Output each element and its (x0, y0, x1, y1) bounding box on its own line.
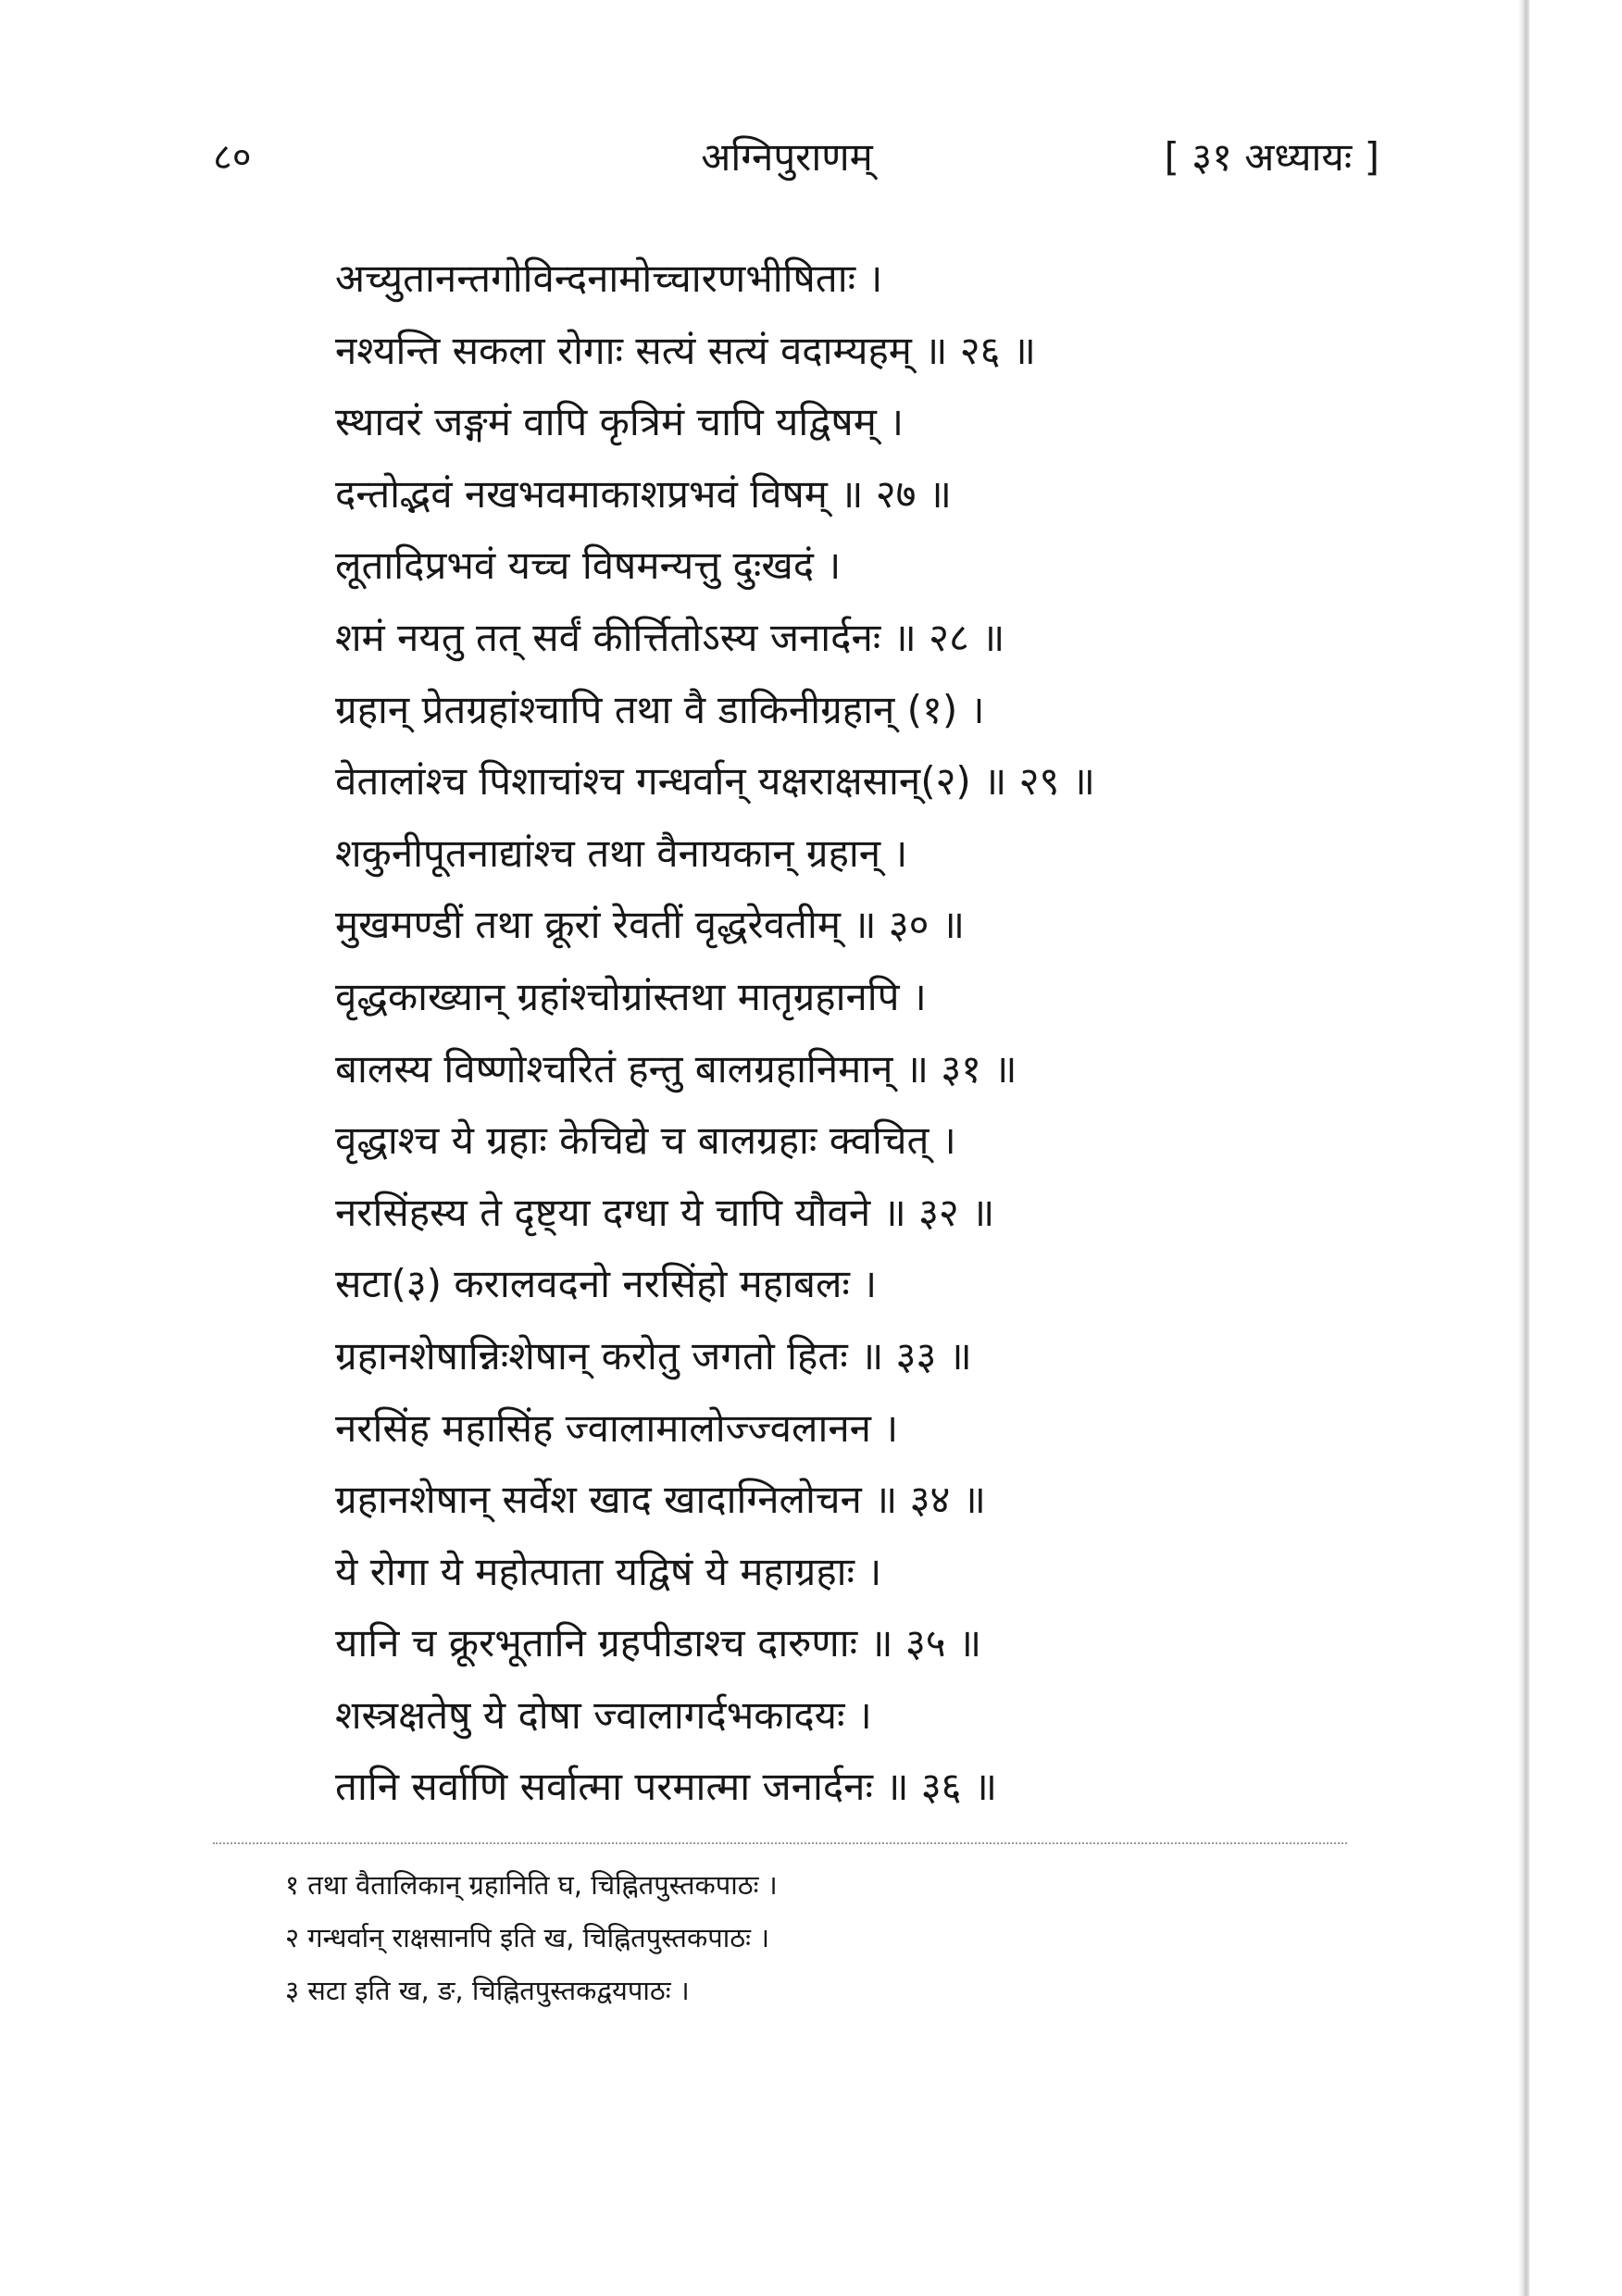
verse-line: स्थावरं जङ्गमं वापि कृत्रिमं चापि यद्विषम् । (335, 399, 905, 445)
verse-line: ग्रहानशेषान्निःशेषान् करोतु जगतो हितः ॥ ३३ ॥ (335, 1332, 972, 1379)
verse-line: तानि सर्वाणि सर्वात्मा परमात्मा जनार्दनः ॥ ३६ ॥ (335, 1764, 998, 1810)
verse-line: मुखमण्डीं तथा क्रूरां रेवतीं वृद्धरेवतीम् ॥ ३० ॥ (335, 902, 966, 948)
binding-edge (1518, 0, 1529, 2296)
verse-line: नरसिंह महासिंह ज्वालामालोज्ज्वलानन । (335, 1404, 899, 1451)
footnote-divider (213, 1842, 1347, 1844)
footnote: ३ सटा इति ख, ङ, चिह्नितपुस्तकद्वयपाठः । (285, 1975, 690, 2006)
chapter-label: [ ३१ अध्यायः ] (1164, 134, 1379, 180)
footnote: २ गन्धर्वान् राक्षसानपि इति ख, चिह्नितपुस्तकपाठः । (285, 1922, 770, 1953)
footnote: १ तथा वैतालिकान् ग्रहानिति घ, चिह्नितपुस्तकपाठः । (285, 1869, 778, 1901)
verse-line: वेतालांश्च पिशाचांश्च गन्धर्वान् यक्षराक्षसान्(२) ॥ २९ ॥ (335, 758, 1095, 805)
verse-line: यानि च क्रूरभूतानि ग्रहपीडाश्च दारुणाः ॥ ३५ ॥ (335, 1620, 982, 1666)
verse-line: ग्रहान् प्रेतग्रहांश्चापि तथा वै डाकिनीग्रहान् (१) । (335, 686, 985, 732)
running-title: अग्निपुराणम् (701, 134, 873, 180)
verse-line: वृद्धाश्च ये ग्रहाः केचिद्ये च बालग्रहाः क्वचित् । (335, 1117, 956, 1164)
verse-line: ये रोगा ये महोत्पाता यद्विषं ये महाग्रहाः । (335, 1548, 882, 1594)
verse-line: शकुनीपूतनाद्यांश्च तथा वैनायकान् ग्रहान् । (335, 830, 908, 876)
verse-line: शमं नयतु तत् सर्वं कीर्त्तितोऽस्य जनार्दनः ॥ २८ ॥ (335, 614, 1005, 660)
verse-line: सटा(३) करालवदनो नरसिंहो महाबलः । (335, 1261, 878, 1307)
verse-line: नरसिंहस्य ते दृष्ट्या दग्धा ये चापि यौवने ॥ ३२ ॥ (335, 1189, 995, 1235)
verse-line: बालस्य विष्णोश्चरितं हन्तु बालग्रहानिमान् ॥ ३१ ॥ (335, 1045, 1017, 1092)
page-header (213, 130, 1379, 185)
verse-line: दन्तोद्भवं नखभवमाकाशप्रभवं विषम् ॥ २७ ॥ (335, 470, 952, 517)
footnotes (285, 1859, 1304, 2017)
verse-line: ग्रहानशेषान् सर्वेश खाद खादाग्निलोचन ॥ ३४ ॥ (335, 1477, 986, 1523)
verse-line: अच्युतानन्तगोविन्दनामोच्चारणभीषिताः । (335, 256, 883, 301)
verse-line: वृद्धकाख्यान् ग्रहांश्चोग्रांस्तथा मातृग्रहानपि । (335, 973, 927, 1019)
page-number: ८० (213, 136, 252, 179)
verse-line: लूतादिप्रभवं यच्च विषमन्यत्तु दुःखदं । (335, 543, 842, 589)
verse-line: नश्यन्ति सकला रोगाः सत्यं सत्यं वदाम्यहम् ॥ २६ ॥ (335, 327, 1036, 373)
verse-block (335, 243, 1261, 1823)
verse-line: शस्त्रक्षतेषु ये दोषा ज्वालागर्दभकादयः । (335, 1691, 872, 1738)
